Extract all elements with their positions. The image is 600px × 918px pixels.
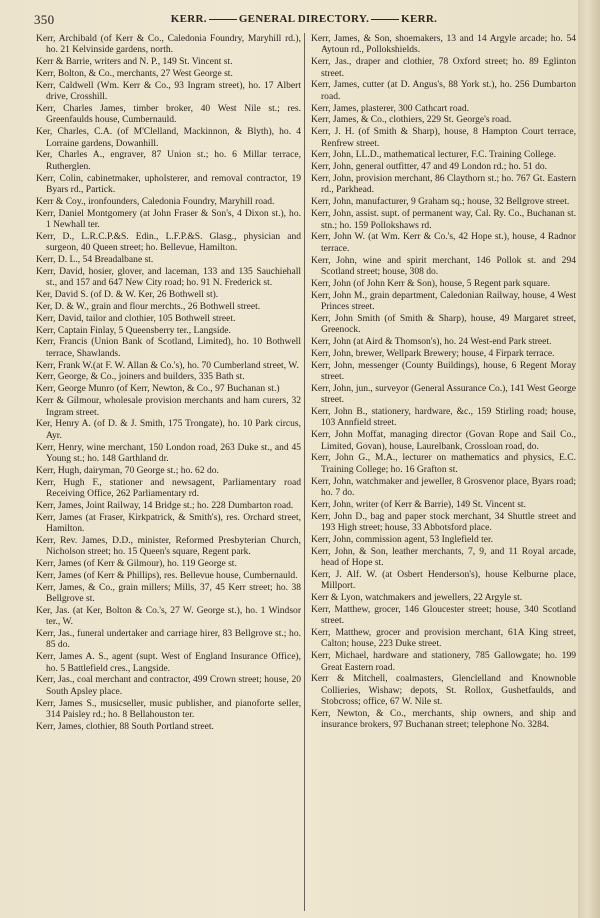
directory-entry: Kerr, John, wine and spirit merchant, 146 Pollok st. and 294 Scotland street; house, 308 do. [311,254,576,277]
directory-entry: Kerr, James, cutter (at D. Angus's, 88 York st.), ho. 256 Dumbarton road. [311,79,576,102]
directory-entry: Kerr & Coy., ironfounders, Caledonia Foundry, Maryhill road. [36,195,275,207]
directory-entry: Kerr, John, manufacturer, 9 Graham sq.; house, 32 Bellgrove street. [311,196,570,208]
directory-entry: Kerr, Newton, & Co., merchants, ship owners, and ship and insurance brokers, 97 Buchanan street; telephone No. 3284. [311,707,576,731]
directory-entry: Kerr, Caldwell (Wm. Kerr & Co., 93 Ingram street), ho. 17 Albert drive, Crosshill. [36,79,301,103]
right-column [311,33,576,911]
column-divider [304,33,305,911]
directory-entry: Kerr, Henry, wine merchant, 150 London road, 263 Duke st., and 45 Young st.; ho. 148 Garthland dr. [36,441,301,464]
header-rule [371,19,399,20]
directory-entry: Kerr, David, hosier, glover, and laceman, 133 and 135 Sauchiehall st., and 157 and 647 New City road; ho. 91 N. Frederick st. [36,265,301,289]
header-title: GENERAL DIRECTORY. [238,13,370,25]
running-title [34,13,574,25]
directory-entry: Kerr & Mitchell, coalmasters, Glenclelland and Knownoble Collieries, Wishaw; depots, St. Rollox, Gushetfaulds, and Stobcross; office, 67 W. Nile st. [311,673,576,708]
directory-entry: Kerr, James, & Son, shoemakers, 13 and 14 Argyle arcade; ho. 54 Aytoun rd., Pollokshields. [311,33,576,56]
header-right-word: KERR. [401,13,438,25]
directory-entry: Kerr, James, & Co., grain millers; Mills, 37, 45 Kerr street; ho. 38 Bellgrove st. [36,581,301,604]
directory-entry: Kerr, Jas., draper and clothier, 78 Oxford street; ho. 89 Eglinton street. [311,56,576,79]
directory-entry: Kerr, Jas., coal merchant and contractor, 499 Crown street; house, 20 South Apsley place. [36,674,301,697]
directory-entry: Kerr, John M., grain department, Caledonian Railway, house, 4 West Princes street. [311,289,576,312]
directory-entry: Kerr, Michael, hardware and stationery, 785 Gallowgate; ho. 199 Great Eastern road. [311,650,576,673]
directory-entry: Kerr, James, plasterer, 300 Cathcart road. [311,102,470,114]
directory-entry: Kerr, John, brewer, Wellpark Brewery; house, 4 Firpark terrace. [311,347,555,359]
directory-entry: Kerr, J. Alf. W. (at Osbert Henderson's), house Kelburne place, Millport. [311,568,576,592]
directory-entry: Kerr, Bolton, & Co., merchants, 27 West George st. [36,68,233,80]
directory-entry: Kerr, Frank W.(at F. W. Allan & Co.'s), ho. 70 Cumberland street, W. [36,359,299,371]
directory-entry: Kerr, Charles James, timber broker, 40 West Nile st.; res. Greenfaulds house, Cumbernauld. [36,103,301,126]
header-left-word: KERR. [170,13,207,25]
directory-entry: Kerr, John Smith (of Smith & Sharp), house, 49 Margaret street, Greenock. [311,312,576,336]
directory-entry: Kerr, John (at Aird & Thomson's), ho. 24 West-end Park street. [311,335,552,347]
directory-entry: Kerr, James (at Fraser, Kirkpatrick, & Smith's), res. Orchard street, Hamilton. [36,511,301,534]
directory-entry: Kerr, George Munro (of Kerr, Newton, & Co., 97 Buchanan st.) [36,383,280,395]
directory-entry: Kerr, Matthew, grocer, 146 Gloucester street; house, 340 Scotland street. [311,603,576,627]
directory-entry: Kerr, James, clothier, 88 South Portland street. [36,720,214,732]
directory-entry: Kerr, John, LL.D., mathematical lecturer, F.C. Training College. [311,149,557,161]
directory-entry: Kerr, John, general outfitter, 47 and 49 London rd.; ho. 51 do. [311,161,548,173]
directory-entry: Kerr, Colin, cabinetmaker, upholsterer, and removal contractor, 19 Byars rd., Partick. [36,172,301,195]
directory-entry: Ker, David S. (of D. & W. Ker, 26 Bothwell st). [36,289,219,301]
left-column [36,33,301,911]
header-rule [209,19,237,20]
directory-entry: Kerr, James S., musicseller, music publisher, and pianoforte seller, 314 Paisley rd.; ho. 8 Bellahouston ter. [36,697,301,720]
directory-entry: Kerr, Matthew, grocer and provision merchant, 61A King street, Calton; house, 223 Duke street. [311,627,576,650]
adjacent-page-edge [578,0,600,918]
directory-entry: Kerr, James, & Co., clothiers, 229 St. George's road. [311,114,512,126]
directory-entry: Kerr, John W. (at Wm. Kerr & Co.'s, 42 Hope st.), house, 4 Radnor terrace. [311,231,576,254]
directory-entry: Kerr, Hugh F., stationer and newsagent, Parliamentary road Receiving Office, 262 Parliamentary rd. [36,476,301,499]
directory-entry: Kerr, Rev. James, D.D., minister, Reformed Presbyterian Church, Nicholson street; ho. 15 Queen's square, Regent park. [36,534,301,558]
directory-entry: Ker, Charles A., engraver, 87 Union st.; ho. 6 Millar terrace, Rutherglen. [36,149,301,172]
directory-entry: Kerr, John, writer (of Kerr & Barrie), 149 St. Vincent st. [311,498,526,510]
directory-entry: Ker, D. & W., grain and flour merchts., 26 Bothwell street. [36,300,261,312]
page-header [34,12,574,28]
directory-entry: Ker, Charles, C.A. (of M'Clelland, Mackinnon, & Blyth), ho. 4 Lorraine gardens, Dowanhill. [36,126,301,149]
directory-entry: Kerr, John B., stationery, hardware, &c., 159 Stirling road; house, 103 Annfield street. [311,406,576,429]
directory-entry: Kerr & Lyon, watchmakers and jewellers, 22 Argyle st. [311,592,523,603]
directory-entry: Kerr, James, Joint Railway, 14 Bridge st.; ho. 228 Dumbarton road. [36,499,294,511]
directory-entry: Kerr, John Moffat, managing director (Govan Rope and Sail Co., Limited, Govan), house, Laurelbank, Crossloan road, do. [311,429,576,452]
directory-entry: Kerr & Gilmour, wholesale provision merchants and ham curers, 32 Ingram street. [36,395,301,418]
directory-entry: Kerr, John (of John Kerr & Son), house, 5 Regent park square. [311,277,551,289]
directory-entry: Kerr, John, messenger (County Buildings), house, 6 Regent Moray street. [311,359,576,382]
page-number: 350 [34,12,55,27]
directory-entry: Kerr, James A. S., agent (supt. West of England Insurance Office), ho. 5 Battlefield cres., Langside. [36,651,301,674]
directory-entry: Kerr, John D., bag and paper stock merchant, 34 Shuttle street and 193 High street; house, 33 Abbotsford place. [311,510,576,533]
directory-entry: Kerr, Francis (Union Bank of Scotland, Limited), ho. 10 Bothwell terrace, Shawlands. [36,336,301,359]
directory-entry: Kerr, John, commission agent, 53 Inglefield ter. [311,533,494,545]
directory-entry: Kerr, Hugh, dairyman, 70 George st.; ho. 62 do. [36,464,219,476]
directory-entry: Kerr, David, tailor and clothier, 105 Bothwell street. [36,312,236,324]
directory-entry: Kerr, Jas., funeral undertaker and carriage hirer, 83 Bellgrove st.; ho. 85 do. [36,628,301,651]
directory-entry: Kerr, John, watchmaker and jeweller, 8 Grosvenor place, Byars road; ho. 7 do. [311,475,576,498]
directory-entry: Kerr, James (of Kerr & Phillips), res. Bellevue house, Cumbernauld. [36,569,298,581]
directory-entry: Kerr, Captain Finlay, 5 Queensberry ter., Langside. [36,324,231,336]
directory-entry: Kerr, James (of Kerr & Gilmour), ho. 119 George st. [36,557,237,569]
directory-entry: Kerr, D., L.R.C.P.&S. Edin., L.F.P.&S. Glasg., physician and surgeon, 40 Queen street; ho. Bellevue, Hamilton. [36,230,301,254]
directory-entry: Kerr, John, assist. supt. of permanent way, Cal. Ry. Co., Buchanan st. stn.; ho. 159 Pollokshaws rd. [311,208,576,231]
directory-entry: Kerr, George, & Co., joiners and builders, 335 Bath st. [36,371,245,383]
directory-entry: Ker, Jas. (at Ker, Bolton & Co.'s, 27 W. George st.), ho. 1 Windsor ter., W. [36,604,301,628]
directory-entry: Kerr & Barrie, writers and N. P., 149 St. Vincent st. [36,56,233,68]
directory-entry: Kerr, John, & Son, leather merchants, 7, 9, and 11 Royal arcade, head of Hope st. [311,545,576,568]
directory-entry: Ker, Henry A. (of D. & J. Smith, 175 Trongate), ho. 10 Park circus, Ayr. [36,418,301,441]
directory-entry: Kerr, D. L., 54 Breadalbane st. [36,254,154,266]
directory-entry: Kerr, Archibald (of Kerr & Co., Caledonia Foundry, Maryhill rd.), ho. 21 Kelvinside gardens, north. [36,33,301,56]
directory-entry: Kerr, J. H. (of Smith & Sharp), house, 8 Hampton Court terrace, Renfrew street. [311,126,576,149]
directory-entry: Kerr, John G., M.A., lecturer on mathematics and physics, E.C. Training College; ho. 16 Grafton st. [311,452,576,475]
directory-entry: Kerr, John, jun., surveyor (General Assurance Co.), 141 West George street. [311,382,576,406]
directory-entry: Kerr, Daniel Montgomery (at John Fraser & Son's, 4 Dixon st.), ho. 1 Newhall ter. [36,207,301,230]
directory-entry: Kerr, John, provision merchant, 86 Claythorn st.; ho. 767 Gt. Eastern rd., Parkhead. [311,173,576,196]
